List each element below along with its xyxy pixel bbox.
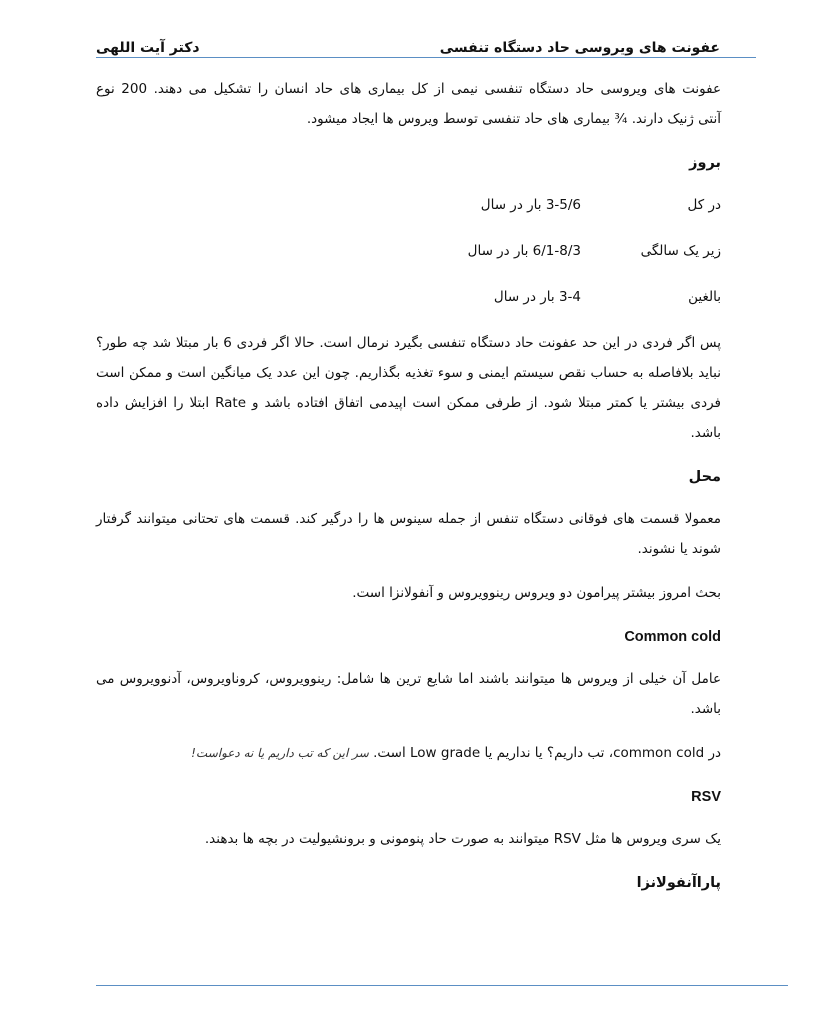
intro-line-2: آنتی ژنیک دارند. ¾ بیماری های حاد تنفسی توسط ویروس ها ایجاد میشود. — [306, 111, 721, 127]
heading-incidence: بروز — [689, 155, 721, 171]
incidence-row-value: 3-5/6 بار در سال — [480, 197, 581, 213]
incidence-row-value: 3-4 بار در سال — [493, 289, 581, 305]
heading-common-cold: Common cold — [624, 629, 721, 645]
document-body — [96, 74, 721, 910]
heading-location: محل — [688, 469, 721, 485]
header-divider — [96, 57, 756, 58]
common-cold-fever-line — [96, 738, 721, 768]
fever-note: سر این که تب داریم یا نه دعواست! — [191, 746, 369, 760]
header-author: دکتر آیت اللهی — [96, 40, 200, 56]
footer-divider — [96, 985, 788, 986]
rsv-paragraph: یک سری ویروس ها مثل RSV میتوانند به صورت حاد پنومونی و برونشیولیت در بچه ها بدهند. — [204, 831, 721, 847]
intro-line-1: عفونت های ویروسی حاد دستگاه تنفسی نیمی از کل بیماری های حاد انسان را تشکیل می دهند. 200 نوع — [96, 81, 721, 97]
heading-rsv: RSV — [691, 789, 721, 805]
header-title: عفونت های ویروسی حاد دستگاه تنفسی — [439, 40, 720, 56]
incidence-row — [96, 190, 721, 220]
location-paragraph: معمولا قسمت های فوقانی دستگاه تنفس از جمله سینوس ها را درگیر کند. قسمت های تحتانی میتوانند گرفتار شوند یا نشوند. — [96, 511, 721, 557]
incidence-row-value: 6/1-8/3 بار در سال — [467, 243, 581, 259]
incidence-row-label: زیر یک سالگی — [640, 243, 721, 259]
fever-question: در common cold، تب داریم؟ یا نداریم یا Low grade است. — [373, 745, 721, 761]
incidence-row — [96, 282, 721, 312]
location-topic-paragraph: بحث امروز بیشتر پیرامون دو ویروس رینوویروس و آنفولانزا است. — [352, 585, 721, 601]
incidence-row-label: در کل — [687, 197, 721, 213]
page-header — [96, 30, 720, 56]
incidence-paragraph: پس اگر فردی در این حد عفونت حاد دستگاه تنفسی بگیرد نرمال است. حالا اگر فردی 6 بار مبتلا شد چه طور؟ نباید بلافاصله به حساب نقص سیستم ایمنی و سوء تغذیه بگذاریم. چون این عدد یک میانگین است و ممکن است فردی بیشتر یا کمتر مبتلا شود. از طرفی ممکن است اپیدمی اتفاق افتاده باشد و Rate ابتلا را افزایش داده باشد. — [96, 335, 721, 441]
incidence-row-label: بالغین — [688, 289, 721, 305]
common-cold-paragraph: عامل آن خیلی از ویروس ها میتوانند باشند اما شایع ترین ها شامل: رینوویروس، کروناویروس، آدنوویروس می باشد. — [96, 671, 721, 717]
incidence-row — [96, 236, 721, 266]
heading-parainfluenza: پاراآنفولانزا — [636, 875, 721, 891]
